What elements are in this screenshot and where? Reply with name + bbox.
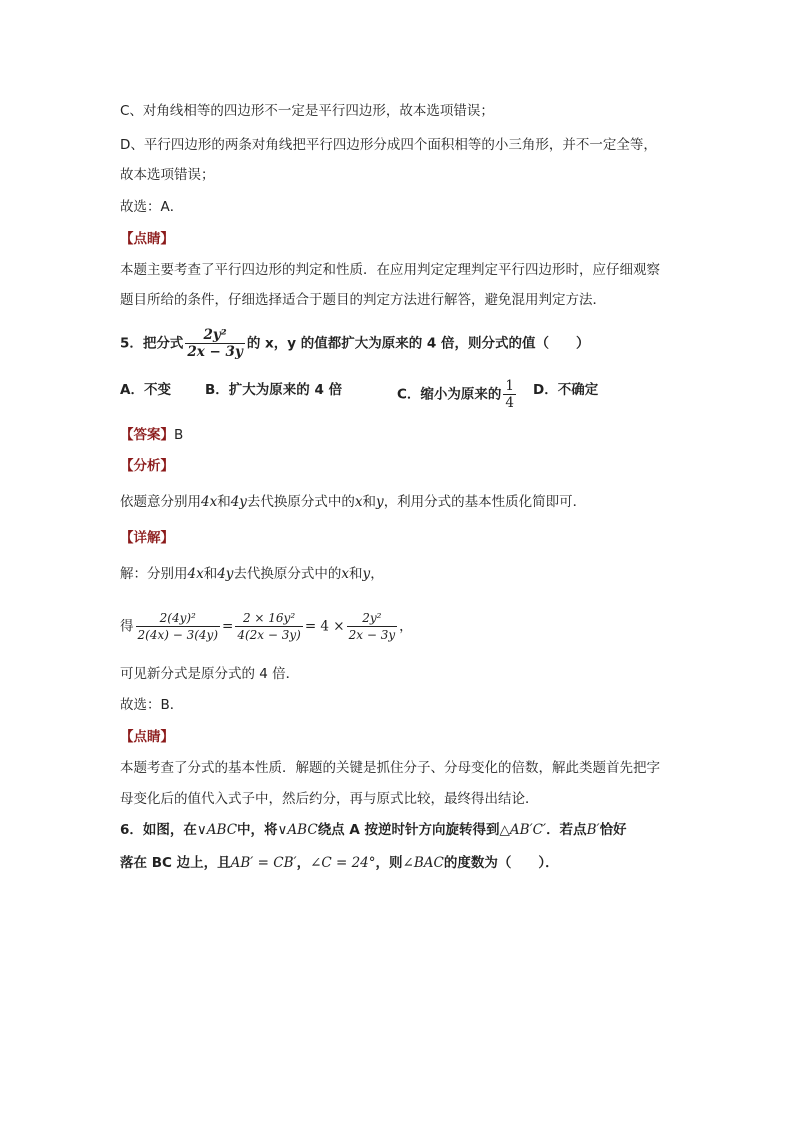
q5-option-b: B．扩大为原来的 4 倍 (205, 382, 343, 398)
q6-line2-d: 的度数为（ ）． (443, 855, 559, 871)
q5-eq-f1-den: 2(4x) − 3(4y) (137, 628, 218, 642)
q5-eq-equals-1: = (222, 618, 234, 635)
q5-eq-f1-num: 2(4y)² (159, 611, 196, 625)
q6-triangle-rotated: △AB′C′ (499, 822, 547, 838)
q5-analysis-part-c: ，利用分式的基本性质化简即可． (383, 494, 587, 510)
q5-suffix: 的 x，y 的值都扩大为原来的 4 倍，则分式的值（ ） (246, 335, 590, 352)
q6-line1-a: 6．如图，在 (120, 822, 197, 838)
q5-eq-suffix: ， (399, 618, 413, 635)
q6-line2 (120, 853, 559, 873)
q5-analysis-4y: 4y (230, 494, 247, 510)
q5-eq-fraction-2 (235, 610, 303, 643)
q5-answer-value: B (174, 427, 184, 443)
q5-analysis-tag: 【分析】 (120, 458, 174, 474)
q5-analysis-4x: 4x (201, 494, 218, 510)
q5-eq-f3-num: 2y² (362, 611, 382, 625)
q5-detail-tag: 【详解】 (120, 530, 174, 546)
q5-detail-4y: 4y (217, 566, 234, 582)
q5-detail-4x: 4x (187, 566, 204, 582)
note-tag-1: 【点睛】 (120, 231, 174, 247)
q5-detail-part-a: 解：分别用 (120, 566, 188, 582)
q6-condition-2: ∠C = 24° (310, 855, 376, 871)
answer-select-a: 故选：A． (120, 199, 184, 215)
q5-select: 故选：B． (120, 697, 184, 713)
q5-option-c (397, 378, 518, 411)
q5-option-c-num: 1 (505, 378, 515, 394)
q5-analysis-x: x (354, 494, 363, 510)
q5-note-line1: 本题考查了分式的基本性质．解题的关键是抓住分子、分母变化的倍数，解此类题首先把字 (120, 760, 660, 776)
q5-analysis-part-a: 依题意分别用 (120, 494, 201, 510)
option-d-explanation-cont: 故本选项错误； (120, 167, 215, 183)
q5-option-d: D．不确定 (533, 382, 599, 398)
q5-detail-x: x (341, 566, 350, 582)
q6-line2-b: ， (296, 855, 311, 871)
q5-eq-equals-2: = 4 × (304, 618, 345, 635)
q5-detail-and: 和 (203, 566, 218, 582)
q5-eq-fraction-3 (347, 610, 398, 643)
q6-point-b-prime: B′ (586, 822, 600, 838)
note1-line1: 本题主要考查了平行四边形的判定和性质．在应用判定定理判定平行四边形时，应仔细观察 (120, 262, 660, 278)
q5-analysis-part-b: 去代换原分式中的 (246, 494, 355, 510)
q5-detail-part-c: ， (370, 566, 384, 582)
q5-frac-den: 2x − 3y (187, 344, 243, 360)
q6-line2-c: ，则 (375, 855, 403, 871)
q5-detail-and2: 和 (349, 566, 363, 582)
q5-analysis-and2: 和 (362, 494, 377, 510)
q6-triangle-abc-1: ∨ABC (196, 822, 238, 838)
q5-analysis-text (120, 492, 586, 512)
option-d-explanation: D、平行四边形的两条对角线把平行四边形分成四个面积相等的小三角形，并不一定全等， (120, 137, 657, 153)
q5-equation (120, 610, 413, 643)
q5-frac-num: 2y² (203, 327, 227, 343)
q5-option-c-label: C．缩小为原来的 (397, 386, 502, 403)
q6-line1-d: ．若点 (546, 822, 587, 838)
q5-note-line2: 母变化后的值代入式子中，然后约分，再与原式比较，最终得出结论． (120, 791, 539, 807)
note1-line2: 题目所给的条件，仔细选择适合于题目的判定方法进行解答，避免混用判定方法． (120, 292, 606, 308)
q5-eq-f2-den: 4(2x − 3y) (237, 628, 301, 642)
q6-line1-e: 恰好 (599, 822, 627, 838)
q5-fraction (185, 327, 244, 360)
q5-analysis-and: 和 (217, 494, 231, 510)
q5-eq-fraction-1 (136, 610, 221, 643)
option-c-explanation: C、对角线相等的四边形不一定是平行四边形，故本选项错误； (120, 103, 494, 119)
q6-condition-1: AB′ = CB′ (230, 855, 297, 871)
q5-eq-prefix: 得 (120, 618, 134, 635)
q6-triangle-abc-2: ∨ABC (277, 822, 318, 838)
q5-detail-part-b: 去代换原分式中的 (233, 566, 342, 582)
q5-answer-tag: 【答案】 (120, 427, 174, 443)
q6-line1-c: 绕点 A 按逆时针方向旋转得到 (317, 822, 500, 838)
q5-eq-f2-num: 2 × 16y² (242, 611, 296, 625)
q5-answer (120, 425, 183, 445)
q5-detail-y: y (362, 566, 371, 582)
q5-detail-text (120, 564, 384, 584)
q5-note-tag: 【点睛】 (120, 729, 174, 745)
q5-option-c-fraction (503, 378, 516, 411)
q6-line2-a: 落在 BC 边上，且 (120, 855, 231, 871)
q5-stem (120, 327, 590, 360)
q5-eq-f3-den: 2x − 3y (348, 628, 396, 642)
q5-option-a: A．不变 (120, 382, 171, 398)
q5-analysis-y: y (376, 494, 384, 510)
q5-prefix: 5．把分式 (120, 335, 184, 352)
q6-line1 (120, 820, 627, 840)
q5-option-c-den: 4 (505, 395, 515, 411)
q6-angle-bac: ∠BAC (402, 855, 444, 871)
q6-line1-b: 中，将 (237, 822, 278, 838)
q5-conclusion: 可见新分式是原分式的 4 倍． (120, 666, 300, 682)
